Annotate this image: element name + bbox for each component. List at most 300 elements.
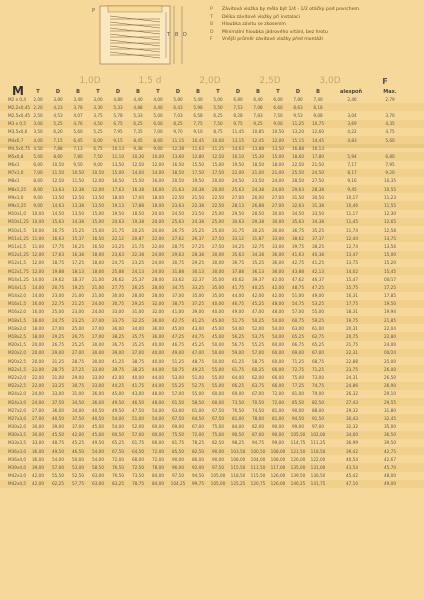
table-cell: 11,25	[292, 121, 304, 127]
table-cell: 75,00	[212, 424, 224, 430]
table-cell: 74,50	[252, 407, 264, 413]
table-cell: 55,25	[252, 342, 264, 348]
table-cell: 48,75	[52, 440, 64, 446]
f-min-cell: 12,74	[346, 243, 358, 249]
table-cell: 102,00	[310, 432, 326, 438]
table-cell: 76,50	[112, 473, 124, 479]
f-min-cell: 2,46	[347, 96, 357, 102]
table-cell: 2,00	[33, 96, 43, 102]
table-cell: 28,13	[232, 203, 244, 209]
table-cell: 46,75	[232, 301, 244, 307]
f-max-cell: 4,75	[385, 129, 395, 135]
table-cell: 61,25	[232, 358, 244, 364]
table-cell: 18,00	[92, 268, 104, 274]
table-cell: 22,12	[112, 235, 124, 241]
thread-size: M30x2,0	[8, 424, 27, 430]
table-cell: 15,25	[72, 227, 84, 233]
thread-size: M20x1,5	[8, 342, 27, 348]
table-cell: 18,13	[72, 268, 84, 274]
table-row	[0, 341, 424, 349]
table-cell: 6,00	[33, 162, 43, 168]
table-cell: 19,13	[112, 203, 124, 209]
table-cell: 7,50	[93, 153, 103, 159]
table-cell: 3,80	[53, 96, 63, 102]
table-cell: 20,00	[212, 186, 224, 192]
table-cell: 7,75	[193, 121, 203, 127]
thread-size: M3,5x0,6	[8, 129, 28, 135]
table-cell: 33,00	[92, 383, 104, 389]
table-cell: 26,75	[172, 227, 184, 233]
table-cell: 111,50	[250, 465, 266, 471]
table-cell: 60,00	[152, 432, 164, 438]
table-cell: 24,50	[172, 211, 184, 217]
table-cell: 20,00	[32, 350, 44, 356]
f-min-cell: 22,88	[346, 358, 358, 364]
table-cell: 48,00	[272, 309, 284, 315]
table-cell: 12,60	[312, 129, 324, 135]
table-cell: 23,00	[52, 293, 64, 299]
table-cell: 111,25	[310, 440, 326, 446]
table-cell: 75,00	[292, 374, 304, 380]
table-cell: 30,00	[272, 227, 284, 233]
table-cell: 7,00	[33, 170, 43, 176]
table-cell: 61,00	[192, 407, 204, 413]
table-cell: 36,00	[112, 325, 124, 331]
table-cell: 11,00	[32, 235, 44, 241]
table-cell: 6,75	[93, 145, 103, 151]
table-cell: 67,50	[212, 415, 224, 421]
table-cell: 40,62	[232, 276, 244, 282]
table-cell: 5,40	[193, 96, 203, 102]
table-cell: 22,00	[152, 235, 164, 241]
table-cell: 46,50	[132, 399, 144, 405]
table-cell: 29,25	[132, 301, 144, 307]
table-cell: 72,50	[132, 465, 144, 471]
table-cell: 46,50	[72, 448, 84, 454]
table-cell: 14,00	[32, 284, 44, 290]
table-cell: 4,80	[113, 96, 123, 102]
table-cell: 18,00	[152, 194, 164, 200]
table-cell: 13,88	[252, 145, 264, 151]
table-cell: 30,00	[212, 252, 224, 258]
table-cell: 47,00	[252, 309, 264, 315]
table-cell: 25,00	[72, 325, 84, 331]
table-cell: 35,00	[192, 293, 204, 299]
f-max-cell: 39,50	[384, 440, 396, 446]
table-cell: 27,00	[92, 334, 104, 340]
table-cell: 41,75	[132, 383, 144, 389]
table-cell: 36,00	[32, 456, 44, 462]
table-cell: 9,15	[113, 137, 123, 143]
table-cell: 38,62	[292, 235, 304, 241]
table-cell: 42,00	[272, 284, 284, 290]
table-cell: 30,00	[112, 293, 124, 299]
table-cell: 94,50	[192, 473, 204, 479]
table-cell: 75,00	[212, 432, 224, 438]
table-cell: 60,00	[212, 399, 224, 405]
table-row	[0, 332, 424, 340]
table-cell: 72,00	[272, 399, 284, 405]
table-cell: 54,00	[272, 317, 284, 323]
table-cell: 27,00	[272, 194, 284, 200]
table-cell: 72,00	[272, 391, 284, 397]
table-cell: 4,50	[33, 145, 43, 151]
f-min-cell: 20,75	[346, 334, 358, 340]
table-cell: 5,33	[113, 104, 123, 110]
table-cell: 66,25	[232, 383, 244, 389]
table-row	[0, 267, 424, 275]
table-cell: 67,00	[192, 424, 204, 430]
table-cell: 108,00	[230, 456, 246, 462]
table-cell: 4,76	[73, 121, 83, 127]
table-cell: 122,00	[310, 456, 326, 462]
table-cell: 54,00	[92, 448, 104, 454]
table-cell: 54,00	[52, 456, 64, 462]
f-max-cell: 6,80	[385, 153, 395, 159]
table-cell: 33,00	[112, 309, 124, 315]
table-cell: 37,00	[132, 350, 144, 356]
table-cell: 54,00	[272, 325, 284, 331]
table-cell: 19,50	[112, 211, 124, 217]
table-row	[0, 463, 424, 471]
table-cell: 17,50	[212, 170, 224, 176]
f-min-cell: 11,45	[346, 219, 358, 225]
table-cell: 9,53	[293, 112, 303, 118]
table-cell: 81,00	[272, 415, 284, 421]
table-cell: 15,00	[212, 162, 224, 168]
table-cell: 41,00	[172, 309, 184, 315]
table-cell: 52,00	[252, 325, 264, 331]
table-cell: 40,50	[92, 415, 104, 421]
table-cell: 118,50	[310, 448, 326, 454]
table-cell: 18,00	[32, 325, 44, 331]
group-1-0d: 1,0D	[79, 76, 101, 86]
table-cell: 10,30	[132, 153, 144, 159]
table-cell: 12,50	[132, 162, 144, 168]
table-cell: 25,25	[72, 342, 84, 348]
table-cell: 3,50	[33, 129, 43, 135]
table-cell: 36,00	[152, 317, 164, 323]
f-max-cell: 2,79	[385, 96, 395, 102]
table-cell: 23,25	[132, 260, 144, 266]
table-row	[0, 423, 424, 431]
table-cell: 55,50	[52, 473, 64, 479]
table-row	[0, 382, 424, 390]
table-cell: 29,25	[52, 334, 64, 340]
table-cell: 18,00	[32, 317, 44, 323]
table-cell: 65,25	[292, 334, 304, 340]
table-cell: 50,00	[72, 456, 84, 462]
thread-size: M2,5x0,45	[8, 112, 31, 118]
thread-size: M3 x 0,5	[8, 121, 27, 127]
f-max-cell: 15,00	[384, 252, 396, 258]
table-cell: 47,50	[132, 407, 144, 413]
thread-size: M18x2,0	[8, 325, 27, 331]
table-cell: 10,00	[152, 153, 164, 159]
table-cell: 34,25	[232, 243, 244, 249]
table-row	[0, 455, 424, 463]
table-cell: 27,75	[112, 284, 124, 290]
f-max-cell: 29,55	[384, 399, 396, 405]
table-cell: 90,00	[212, 448, 224, 454]
table-cell: 5,50	[213, 104, 223, 110]
table-cell: 64,00	[232, 374, 244, 380]
table-cell: 40,50	[52, 415, 64, 421]
table-cell: 48,75	[192, 358, 204, 364]
col-header-b: B	[256, 89, 260, 95]
table-cell: 21,00	[92, 284, 104, 290]
table-cell: 42,00	[32, 481, 44, 487]
table-cell: 23,00	[72, 309, 84, 315]
table-cell: 16,38	[132, 186, 144, 192]
table-cell: 22,00	[32, 366, 44, 372]
table-cell: 4,53	[53, 112, 63, 118]
table-cell: 22,00	[232, 170, 244, 176]
table-cell: 7,80	[293, 96, 303, 102]
table-row	[0, 472, 424, 480]
f-min-cell: 34,00	[346, 432, 358, 438]
table-cell: 20,75	[52, 284, 64, 290]
table-cell: 19,50	[192, 178, 204, 184]
group-2-5d: 2,5D	[259, 76, 281, 86]
table-cell: 21,00	[272, 170, 284, 176]
table-cell: 66,00	[152, 440, 164, 446]
table-cell: 69,00	[232, 391, 244, 397]
table-row	[0, 201, 424, 209]
table-row	[0, 300, 424, 308]
table-cell: 63,00	[172, 407, 184, 413]
table-cell: 26,62	[112, 276, 124, 282]
table-cell: 78,00	[252, 415, 264, 421]
diagram-label-p: P	[92, 8, 96, 14]
table-cell: 12,00	[32, 260, 44, 266]
f-min-cell: 14,02	[346, 268, 358, 274]
table-cell: 105,50	[290, 432, 306, 438]
table-cell: 10,50	[272, 129, 284, 135]
table-cell: 17,88	[132, 203, 144, 209]
table-cell: 29,50	[232, 211, 244, 217]
table-cell: 3,78	[73, 104, 83, 110]
col-header-t: T	[156, 89, 160, 95]
legend-key: P	[210, 7, 213, 12]
table-cell: 27,00	[232, 194, 244, 200]
table-cell: 22,50	[292, 162, 304, 168]
table-cell: 41,75	[232, 284, 244, 290]
table-cell: 6,20	[53, 129, 63, 135]
table-cell: 44,00	[152, 383, 164, 389]
table-cell: 39,75	[292, 243, 304, 249]
table-row	[0, 447, 424, 455]
table-cell: 12,38	[72, 186, 84, 192]
col-header-d: D	[115, 89, 121, 95]
table-cell: 49,50	[112, 407, 124, 413]
table-cell: 40,00	[212, 309, 224, 315]
table-cell: 36,75	[232, 260, 244, 266]
table-cell: 57,00	[52, 465, 64, 471]
legend-key: T	[210, 14, 213, 20]
table-cell: 3,75	[93, 112, 103, 118]
table-cell: 9,00	[33, 194, 43, 200]
table-cell: 25,00	[212, 219, 224, 225]
f-max-cell: 29,10	[384, 391, 396, 397]
table-cell: 88,00	[312, 407, 324, 413]
table-cell: 14,63	[232, 145, 244, 151]
table-cell: 35,25	[132, 342, 144, 348]
table-cell: 32,25	[132, 317, 144, 323]
f-max-cell: 15,45	[384, 268, 396, 274]
table-cell: 42,00	[72, 432, 84, 438]
table-cell: 27,25	[72, 366, 84, 372]
table-cell: 8,75	[213, 129, 223, 135]
table-cell: 9,00	[273, 121, 283, 127]
table-cell: 4,23	[53, 104, 63, 110]
table-cell: 57,75	[72, 481, 84, 487]
table-cell: 64,50	[192, 415, 204, 421]
table-cell: 43,00	[192, 325, 204, 331]
thread-size: M11x1,25	[8, 235, 29, 241]
table-cell: 21,75	[112, 227, 124, 233]
table-cell: 78,25	[192, 440, 204, 446]
table-cell: 24,00	[272, 178, 284, 184]
table-cell: 45,00	[172, 325, 184, 331]
table-cell: 10,50	[72, 170, 84, 176]
table-cell: 76,50	[112, 465, 124, 471]
thread-size: M9x1,0	[8, 194, 24, 200]
table-cell: 26,88	[252, 203, 264, 209]
table-cell: 108,00	[270, 456, 286, 462]
table-cell: 84,00	[152, 473, 164, 479]
table-cell: 28,75	[52, 366, 64, 372]
table-cell: 13,63	[52, 186, 64, 192]
table-cell: 7,83	[253, 112, 263, 118]
table-cell: 66,00	[272, 383, 284, 389]
f-min-cell: 8,17	[347, 170, 357, 176]
table-cell: 42,00	[252, 293, 264, 299]
table-cell: 48,75	[292, 284, 304, 290]
table-cell: 54,00	[232, 325, 244, 331]
table-cell: 26,75	[52, 342, 64, 348]
f-min-cell: 19,75	[346, 317, 358, 323]
table-cell: 22,75	[52, 301, 64, 307]
table-cell: 99,00	[292, 424, 304, 430]
table-cell: 21,50	[312, 162, 324, 168]
f-min-cell: 3,69	[347, 121, 357, 127]
table-cell: 104,25	[170, 481, 186, 487]
data-table	[0, 95, 424, 488]
f-max-cell: 12,65	[384, 219, 396, 225]
table-cell: 45,25	[72, 440, 84, 446]
f-min-cell: 15,47	[346, 276, 358, 282]
col-header-d: D	[295, 89, 301, 95]
table-cell: 7,35	[133, 129, 143, 135]
table-cell: 82,50	[192, 448, 204, 454]
table-cell: 14,00	[32, 293, 44, 299]
table-cell: 36,75	[112, 342, 124, 348]
f-max-cell: 19,50	[384, 301, 396, 307]
table-cell: 21,00	[72, 293, 84, 299]
table-cell: 6,80	[233, 96, 243, 102]
thread-size: M2,2x0,45	[8, 104, 31, 110]
col-header-b: B	[316, 89, 320, 95]
table-cell: 6,25	[133, 121, 143, 127]
table-cell: 42,13	[312, 268, 324, 274]
table-cell: 10,85	[252, 129, 264, 135]
table-cell: 67,50	[212, 407, 224, 413]
table-cell: 46,75	[172, 342, 184, 348]
table-cell: 40,00	[132, 374, 144, 380]
thread-size: M22x2,5	[8, 383, 27, 389]
table-cell: 105,00	[210, 481, 226, 487]
table-cell: 13,50	[52, 194, 64, 200]
table-cell: 15,00	[92, 219, 104, 225]
legend-desc: Minimální hloubka jádrového vrtání, bez hrotu	[222, 29, 328, 35]
table-cell: 12,00	[92, 186, 104, 192]
table-cell: 9,38	[133, 145, 143, 151]
table-cell: 2,50	[33, 112, 43, 118]
table-cell: 29,25	[192, 260, 204, 266]
table-cell: 30,00	[212, 268, 224, 274]
diagram-label-t: T	[167, 32, 171, 38]
thread-size: M33x3,5	[8, 440, 27, 446]
f-max-cell: 00/24	[383, 350, 397, 356]
table-cell: 63,00	[292, 325, 304, 331]
table-cell: 34,00	[132, 325, 144, 331]
f-max-cell: 19,94	[384, 309, 396, 315]
table-cell: 32,75	[252, 243, 264, 249]
table-cell: 38,75	[172, 301, 184, 307]
table-cell: 79,00	[312, 391, 324, 397]
table-cell: 45,00	[92, 424, 104, 430]
table-cell: 30,00	[272, 219, 284, 225]
table-cell: 40,00	[152, 358, 164, 364]
table-cell: 73,50	[132, 473, 144, 479]
table-cell: 16,00	[152, 186, 164, 192]
table-cell: 36,00	[92, 399, 104, 405]
table-cell: 33,25	[192, 284, 204, 290]
f-min-cell: 26,32	[346, 391, 358, 397]
table-cell: 30,75	[72, 383, 84, 389]
table-cell: 39,00	[52, 424, 64, 430]
table-cell: 21,00	[92, 293, 104, 299]
table-cell: 5,80	[173, 96, 183, 102]
table-cell: 73,50	[232, 399, 244, 405]
f-min-cell: 18,31	[346, 309, 358, 315]
table-cell: 91,50	[312, 415, 324, 421]
table-cell: 32,37	[192, 276, 204, 282]
table-cell: 35,75	[132, 334, 144, 340]
table-cell: 49,50	[52, 448, 64, 454]
table-cell: 7,15	[53, 137, 63, 143]
legend-desc: Délka závitové vložky při instalaci	[222, 14, 300, 20]
table-row	[0, 480, 424, 488]
table-cell: 56,25	[232, 334, 244, 340]
table-cell: 30,50	[312, 194, 324, 200]
thread-size: M16x1,5	[8, 301, 27, 307]
thread-size: M24x2,0	[8, 391, 27, 397]
table-cell: 3,40	[73, 96, 83, 102]
table-cell: 57,00	[132, 432, 144, 438]
table-cell: 24,38	[192, 219, 204, 225]
table-row	[0, 120, 424, 128]
table-cell: 28,75	[72, 358, 84, 364]
f-min-cell: 32,32	[346, 424, 358, 430]
table-cell: 30,75	[112, 301, 124, 307]
f-max-cell: 26,90	[384, 383, 396, 389]
table-cell: 21,75	[132, 243, 144, 249]
table-cell: 32,00	[152, 309, 164, 315]
table-cell: 18,75	[52, 260, 64, 266]
f-min-cell: 9,16	[347, 178, 357, 184]
